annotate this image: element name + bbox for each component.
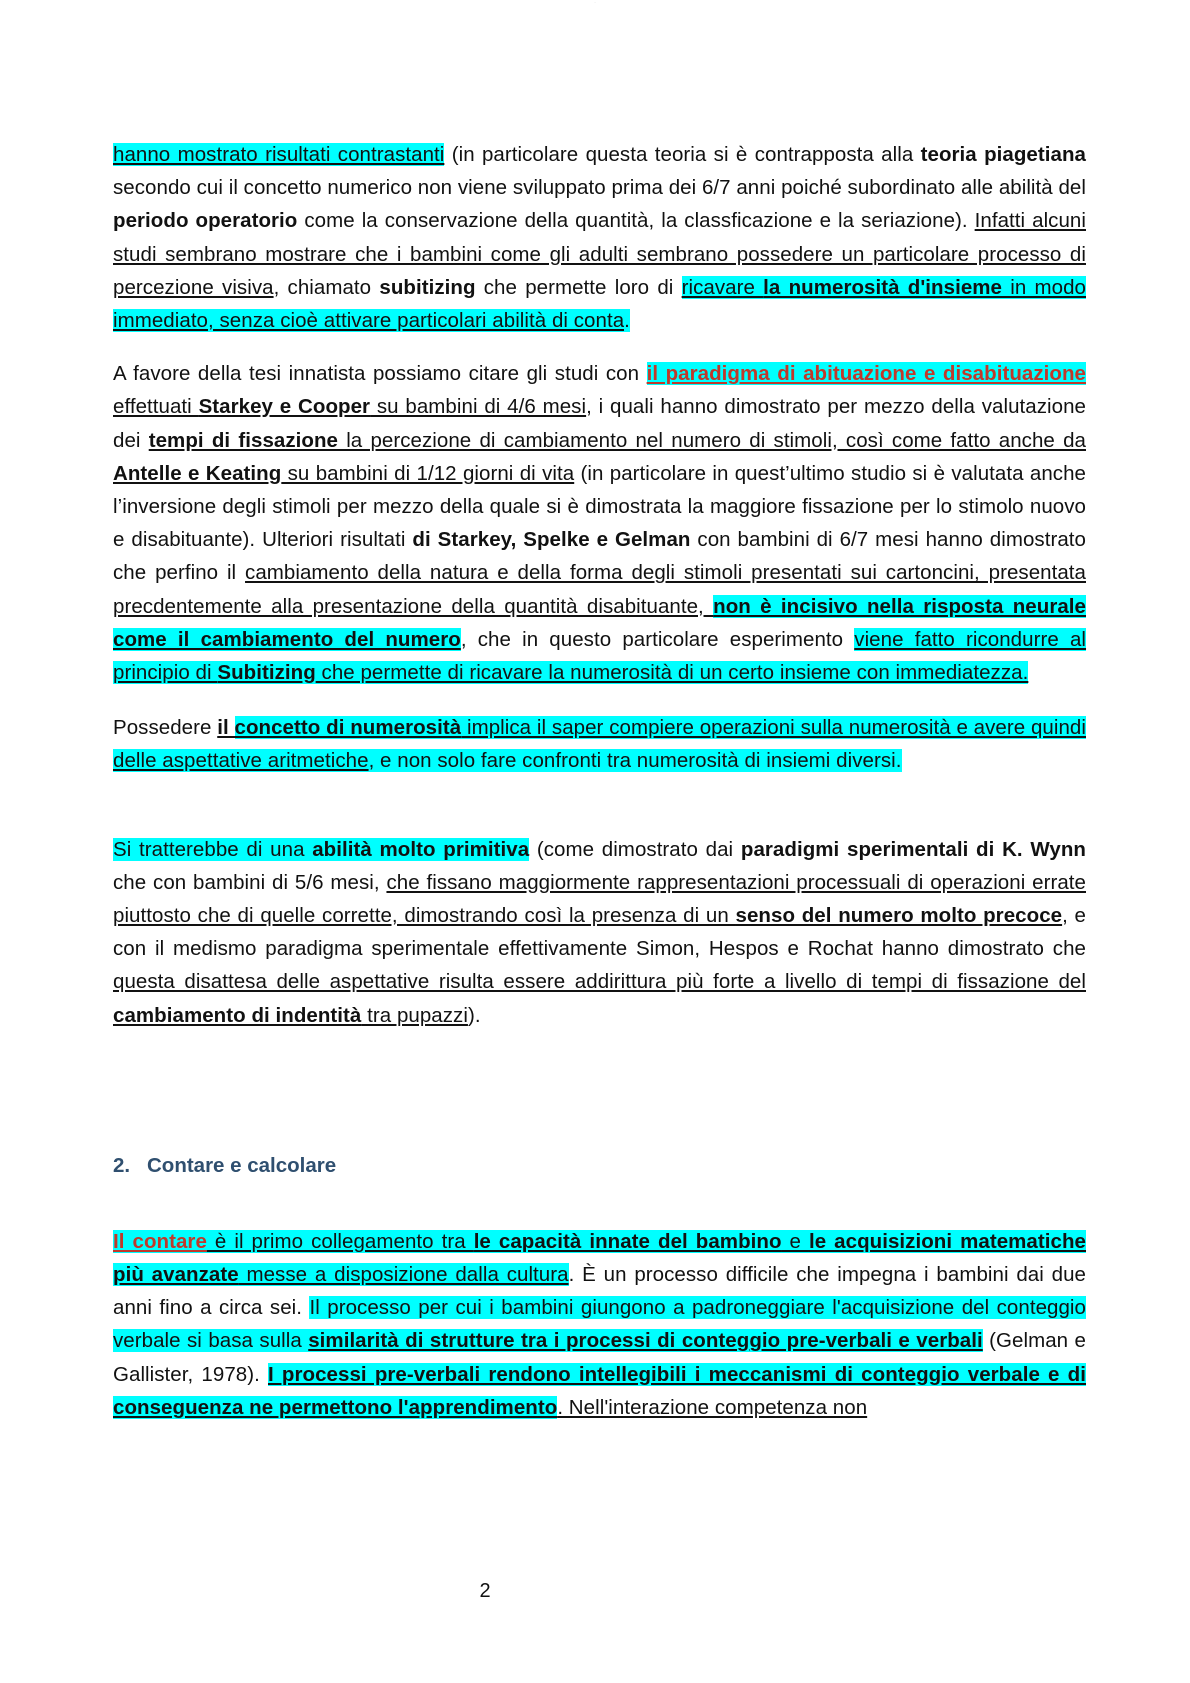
highlighted-text: è il primo collegamento tra xyxy=(206,1229,474,1253)
bold-term: Antelle e Keating xyxy=(113,461,282,485)
bold-term: periodo operatorio xyxy=(113,209,298,233)
underlined-text: cambiamento della natura e della forma degli stimoli presentati sui cartoncini, presentata precdentemente alla presentazione della quantità disabituante, xyxy=(113,561,1086,618)
paragraph-1 xyxy=(113,138,1086,337)
paragraph-3 xyxy=(113,711,1086,777)
heading-number: 2. xyxy=(113,1153,131,1177)
highlighted-bold: le capacità innate del bambino xyxy=(473,1229,782,1253)
text-span: (in particolare questa teoria si è contrapposta alla xyxy=(444,143,921,166)
highlighted-text: in modo immediato, senza cioè attivare particolari abilità di conta xyxy=(113,275,1086,333)
highlighted-bold: le acquisizioni matematiche più avanzate xyxy=(113,1229,1086,1287)
underlined-text: tra pupazzi xyxy=(361,1003,468,1027)
text-span: che con bambini di 5/6 mesi, xyxy=(113,870,387,894)
highlighted-red-term: Il contare xyxy=(113,1229,207,1253)
paragraph-2 xyxy=(113,357,1086,689)
bold-term: paradigmi sperimentali di K. Wynn xyxy=(740,837,1086,861)
underlined-text: che fissano maggiormente rappresentazioni processuali di operazioni errate piuttosto che di quelle corrette, dimostrando così la presenza di un xyxy=(113,870,1086,928)
highlighted-text: Si tratterebbe di una xyxy=(113,837,313,861)
text-span: hanno mostrato risultati contrastanti xyxy=(113,143,445,166)
bold-term: senso del numero molto precoce xyxy=(735,904,1063,928)
text-span: ). xyxy=(467,1003,481,1027)
bold-term: di Starkey, Spelke e Gelman xyxy=(412,528,691,552)
highlighted-bold: abilità molto primitiva xyxy=(312,837,530,861)
text-span: Possedere xyxy=(113,716,218,740)
text-span: che permette loro di xyxy=(475,275,682,299)
highlighted-bold: I processi pre-verbali rendono intellegibili i meccanismi di conteggio verbale e di conseguenza ne permettono l'apprendimento xyxy=(113,1362,1086,1419)
highlighted-text: messe a disposizione dalla cultura xyxy=(238,1263,569,1287)
underlined-text: questa disattesa delle aspettative risulta essere addirittura più forte a livello di tempi di fissazione del xyxy=(113,970,1086,994)
text-span: secondo cui il concetto numerico non viene sviluppato prima dei 6/7 anni poiché subordinato alle abilità del xyxy=(113,176,1086,200)
underlined-text: . Nell'interazione competenza non xyxy=(557,1395,868,1419)
text-span: , che in questo particolare esperimento xyxy=(460,627,855,651)
highlighted-red-term: il paradigma di abituazione e disabituazione xyxy=(646,362,1086,386)
bold-term: il xyxy=(217,716,235,740)
document-page xyxy=(113,138,1086,1424)
underlined-text: su bambini di 4/6 mesi xyxy=(370,395,587,419)
underlined-text: effettuati xyxy=(113,395,199,419)
bold-term: teoria piagetiana xyxy=(920,143,1086,166)
paragraph-5 xyxy=(113,1225,1086,1424)
highlighted-text: e xyxy=(781,1229,809,1253)
highlighted-bold: concetto di numerosità xyxy=(234,716,462,740)
text-span: , e con il medismo paradigma sperimentale effettivamente Simon, Hespos e Rochat hanno dimostrato che xyxy=(113,904,1086,961)
text-span: , chiamato xyxy=(273,275,380,299)
underlined-text: la percezione di cambiamento nel numero di stimoli, così come fatto anche da xyxy=(338,428,1086,452)
highlighted-bold: la numerosità d'insieme xyxy=(763,275,1002,299)
highlighted-text: , e non solo fare confronti tra numerosità di insiemi diversi. xyxy=(368,749,902,773)
text-span: . xyxy=(624,309,630,333)
text-span: (in particolare in quest’ultimo studio si è valutata anche l’inversione degli stimoli per mezzo della quale si è dimostrata la maggiore fissazione per lo stimolo nuovo e disabituante). Ulteriori risultati xyxy=(113,461,1086,552)
text-span: A favore della tesi innatista possiamo citare gli studi con xyxy=(113,362,647,386)
highlighted-text: viene fatto ricondurre al principio di xyxy=(113,627,1087,685)
underlined-text: su bambini di 1/12 giorni di vita xyxy=(281,461,575,485)
text-span: . È un processo difficile che impegna i bambini dai due anni fino a circa sei. xyxy=(113,1263,1086,1320)
highlighted-text: ricavare xyxy=(681,275,764,299)
text-span: (Gelman e Gallister, 1978). xyxy=(113,1329,1086,1386)
bold-term: tempi di fissazione xyxy=(148,428,338,452)
bold-term: Starkey e Cooper xyxy=(198,395,371,419)
highlighted-bold: similarità di strutture tra i processi di conteggio pre-verbali e verbali xyxy=(308,1329,983,1353)
text-span: (come dimostrato dai xyxy=(529,837,741,861)
text-span: con bambini di 6/7 mesi hanno dimostrato che perfino il xyxy=(113,528,1086,585)
bold-term: cambiamento di indentità xyxy=(113,1003,362,1027)
highlighted-bold: Subitizing xyxy=(217,661,316,685)
highlighted-text: implica il saper compiere operazioni sulla numerosità e avere quindi delle aspettative aritmetiche xyxy=(113,716,1086,773)
underlined-text: Infatti alcuni studi sembrano mostrare che i bambini come gli adulti sembrano possedere un particolare processo di percezione visiva xyxy=(113,209,1086,299)
page-number: 2 xyxy=(479,1580,491,1602)
section-heading xyxy=(113,1154,1086,1178)
header-mark: ... xyxy=(593,0,597,4)
highlighted-text: che permette di ricavare la numerosità di un certo insieme con immediatezza. xyxy=(315,661,1029,685)
heading-title: Contare e calcolare xyxy=(147,1153,337,1177)
paragraph-4 xyxy=(113,833,1086,1032)
highlighted-bold: non è incisivo nella risposta neurale come il cambiamento del numero xyxy=(113,594,1086,651)
bold-term: subitizing xyxy=(379,275,476,299)
highlighted-text: Il processo per cui i bambini giungono a padroneggiare l'acquisizione del conteggio verbale si basa sulla xyxy=(113,1296,1086,1353)
text-span: , i quali hanno dimostrato per mezzo della valutazione dei xyxy=(113,395,1086,452)
text-span: come la conservazione della quantità, la classficazione e la seriazione). xyxy=(297,209,975,233)
